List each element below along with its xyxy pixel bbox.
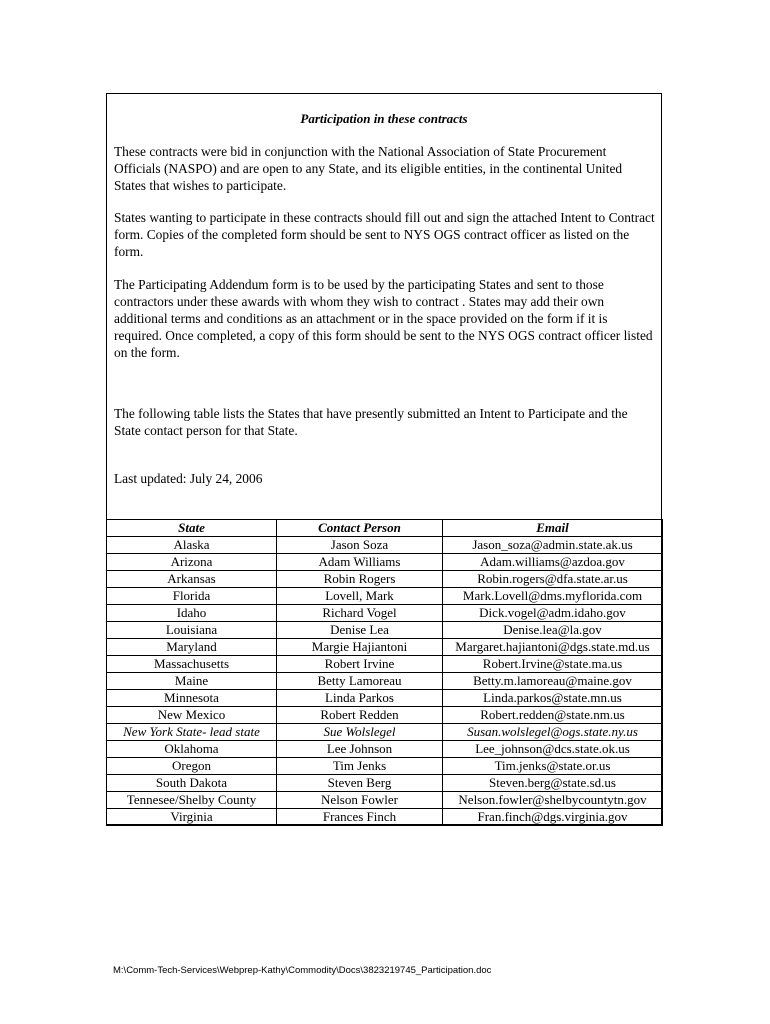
cell-email: Lee_johnson@dcs.state.ok.us <box>443 741 663 758</box>
cell-email: Robin.rogers@dfa.state.ar.us <box>443 571 663 588</box>
paragraph-intent-to-contract: States wanting to participate in these contracts should fill out and sign the attached Intent to Contract form. Copies of the completed form should be sent to NYS OGS contract officer as listed on the form. <box>114 210 655 259</box>
cell-email: Fran.finch@dgs.virginia.gov <box>443 809 663 826</box>
cell-state: Idaho <box>107 605 277 622</box>
table-row <box>107 792 663 809</box>
cell-state: Oklahoma <box>107 741 277 758</box>
cell-contact-person: Richard Vogel <box>277 605 443 622</box>
table-row <box>107 605 663 622</box>
table-row <box>107 809 663 826</box>
cell-email: Nelson.fowler@shelbycountytn.gov <box>443 792 663 809</box>
cell-contact-person: Jason Soza <box>277 537 443 554</box>
cell-email: Robert.Irvine@state.ma.us <box>443 656 663 673</box>
cell-state: Maryland <box>107 639 277 656</box>
cell-contact-person: Denise Lea <box>277 622 443 639</box>
cell-state: Florida <box>107 588 277 605</box>
cell-email: Tim.jenks@state.or.us <box>443 758 663 775</box>
cell-email: Robert.redden@state.nm.us <box>443 707 663 724</box>
paragraph-participating-addendum: The Participating Addendum form is to be used by the participating States and sent to those contractors under these awards with whom they wish to contract . States may add their own additional terms and conditions as an attachment or in the space provided on the form if it is required. Once completed, a copy of this form should be sent to the NYS OGS contract officer listed on the form. <box>114 277 653 360</box>
cell-state: Arizona <box>107 554 277 571</box>
header-state: State <box>107 520 277 537</box>
table-row <box>107 724 663 741</box>
cell-contact-person: Robert Irvine <box>277 656 443 673</box>
cell-contact-person: Nelson Fowler <box>277 792 443 809</box>
cell-email: Jason_soza@admin.state.ak.us <box>443 537 663 554</box>
cell-contact-person: Adam Williams <box>277 554 443 571</box>
cell-contact-person: Robert Redden <box>277 707 443 724</box>
table-row <box>107 741 663 758</box>
table-row <box>107 673 663 690</box>
cell-state: Massachusetts <box>107 656 277 673</box>
table-body <box>107 537 663 826</box>
cell-contact-person: Sue Wolslegel <box>277 724 443 741</box>
table-row <box>107 656 663 673</box>
cell-contact-person: Tim Jenks <box>277 758 443 775</box>
cell-state: Maine <box>107 673 277 690</box>
cell-contact-person: Margie Hajiantoni <box>277 639 443 656</box>
cell-state: Arkansas <box>107 571 277 588</box>
cell-email: Mark.Lovell@dms.myflorida.com <box>443 588 663 605</box>
page-title: Participation in these contracts <box>300 111 468 126</box>
cell-state: Oregon <box>107 758 277 775</box>
cell-email: Dick.vogel@adm.idaho.gov <box>443 605 663 622</box>
cell-state: Tennesee/Shelby County <box>107 792 277 809</box>
cell-email: Betty.m.lamoreau@maine.gov <box>443 673 663 690</box>
header-email: Email <box>443 520 663 537</box>
table-header-row <box>107 520 663 537</box>
cell-email: Adam.williams@azdoa.gov <box>443 554 663 571</box>
cell-contact-person: Steven Berg <box>277 775 443 792</box>
table-row <box>107 690 663 707</box>
footer-file-path: M:\Comm-Tech-Services\Webprep-Kathy\Commodity\Docs\3823219745_Participation.doc <box>113 965 492 976</box>
table-row <box>107 571 663 588</box>
paragraph-table-intro: The following table lists the States that have presently submitted an Intent to Participate and the State contact person for that State. <box>114 406 628 438</box>
header-contact-person: Contact Person <box>277 520 443 537</box>
cell-contact-person: Betty Lamoreau <box>277 673 443 690</box>
cell-state: Minnesota <box>107 690 277 707</box>
table-row <box>107 588 663 605</box>
table-row <box>107 775 663 792</box>
table-row <box>107 554 663 571</box>
cell-state: Virginia <box>107 809 277 826</box>
cell-email: Denise.lea@la.gov <box>443 622 663 639</box>
cell-state: New York State- lead state <box>107 724 277 741</box>
last-updated: Last updated: July 24, 2006 <box>114 471 263 486</box>
cell-contact-person: Frances Finch <box>277 809 443 826</box>
cell-email: Steven.berg@state.sd.us <box>443 775 663 792</box>
cell-contact-person: Lee Johnson <box>277 741 443 758</box>
cell-state: South Dakota <box>107 775 277 792</box>
table-row <box>107 707 663 724</box>
cell-state: Louisiana <box>107 622 277 639</box>
cell-email: Margaret.hajiantoni@dgs.state.md.us <box>443 639 663 656</box>
cell-contact-person: Linda Parkos <box>277 690 443 707</box>
table-row <box>107 758 663 775</box>
table-row <box>107 537 663 554</box>
paragraph-naspo: These contracts were bid in conjunction with the National Association of State Procurement Officials (NASPO) and are open to any State, and its eligible entities, in the continental United States that wishes to participate. <box>114 144 623 193</box>
table-row <box>107 622 663 639</box>
cell-state: Alaska <box>107 537 277 554</box>
cell-email: Linda.parkos@state.mn.us <box>443 690 663 707</box>
document-frame <box>106 93 662 825</box>
cell-state: New Mexico <box>107 707 277 724</box>
participating-states-table <box>106 519 663 826</box>
cell-email: Susan.wolslegel@ogs.state.ny.us <box>443 724 663 741</box>
table-row <box>107 639 663 656</box>
cell-contact-person: Robin Rogers <box>277 571 443 588</box>
cell-contact-person: Lovell, Mark <box>277 588 443 605</box>
